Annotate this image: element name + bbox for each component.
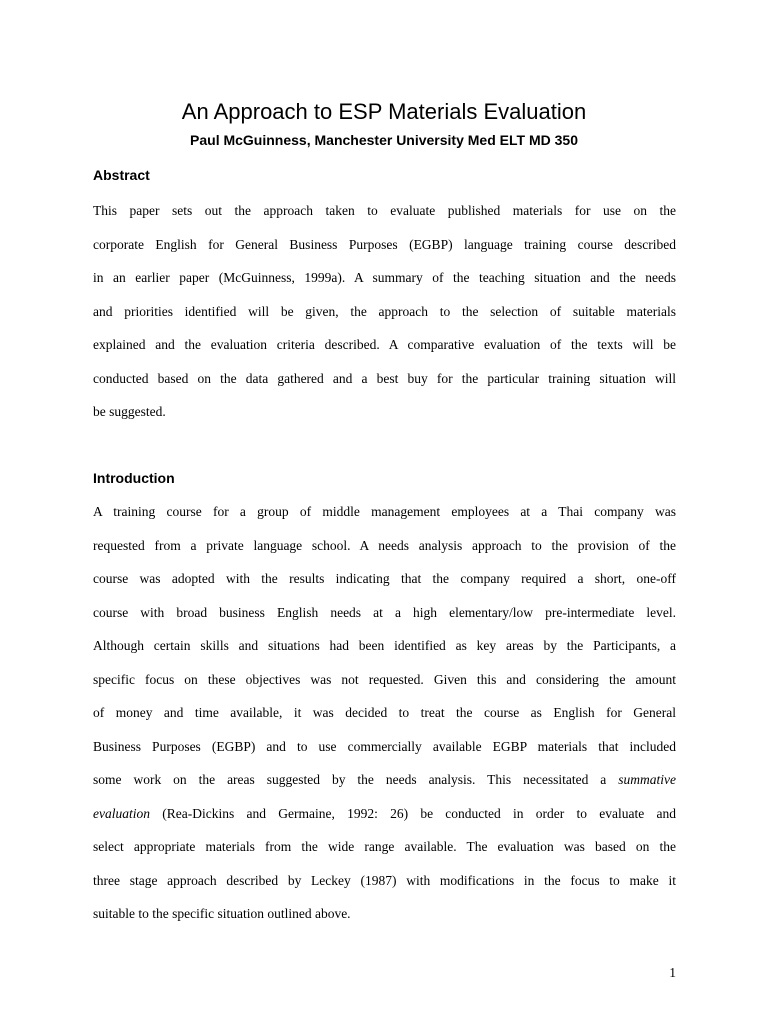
introduction-line: requested from a private language school. A needs analysis approach to the provision of the xyxy=(93,537,676,553)
page-number: 1 xyxy=(669,965,676,980)
introduction-line: Although certain skills and situations had been identified as key areas by the Participants, a xyxy=(93,638,676,653)
introduction-line: of money and time available, it was decided to treat the course as English for General xyxy=(93,705,676,720)
abstract-line: conducted based on the data gathered and a best buy for the particular training situation will xyxy=(93,370,676,386)
italic-term: evaluation xyxy=(93,805,150,821)
introduction-line: Business Purposes (EGBP) and to use commercially available EGBP materials that included xyxy=(93,738,676,754)
document-title: An Approach to ESP Materials Evaluation xyxy=(181,99,587,124)
introduction-heading: Introduction xyxy=(93,470,175,486)
abstract-line: This paper sets out the approach taken to evaluate published materials for use on the xyxy=(93,203,676,218)
abstract-line: in an earlier paper (McGuinness, 1999a). A summary of the teaching situation and the needs xyxy=(93,270,676,285)
introduction-line: select appropriate materials from the wide range available. The evaluation was based on the xyxy=(93,839,676,854)
document-subtitle: Paul McGuinness, Manchester University Med ELT MD 350 xyxy=(190,132,578,148)
abstract-line: and priorities identified will be given, the approach to the selection of suitable materials xyxy=(93,303,676,319)
introduction-line: three stage approach described by Leckey (1987) with modifications in the focus to make it xyxy=(93,872,676,888)
introduction-line: A training course for a group of middle management employees at a Thai company was xyxy=(93,504,676,519)
introduction-line: course with broad business English needs at a high elementary/low pre-intermediate level. xyxy=(93,604,676,620)
introduction-line: specific focus on these objectives was not requested. Given this and considering the amount xyxy=(93,671,676,687)
introduction-line: suitable to the specific situation outlined above. xyxy=(93,906,351,921)
introduction-text: some work on the areas suggested by the needs analysis. This necessitated a xyxy=(93,772,619,787)
introduction-paragraph xyxy=(93,495,676,931)
introduction-line-with-italic xyxy=(93,797,676,831)
introduction-line: course was adopted with the results indicating that the company required a short, one-off xyxy=(93,571,676,586)
introduction-text: (Rea-Dickins and Germaine, 1992: 26) be conducted in order to evaluate and xyxy=(150,805,676,821)
introduction-line-with-italic xyxy=(93,763,676,797)
abstract-line: explained and the evaluation criteria described. A comparative evaluation of the texts will be xyxy=(93,337,676,352)
abstract-line: be suggested. xyxy=(93,404,166,419)
italic-term: summative xyxy=(618,772,676,787)
abstract-line: corporate English for General Business Purposes (EGBP) language training course described xyxy=(93,236,676,252)
abstract-heading: Abstract xyxy=(93,167,150,183)
abstract-paragraph xyxy=(93,194,676,429)
